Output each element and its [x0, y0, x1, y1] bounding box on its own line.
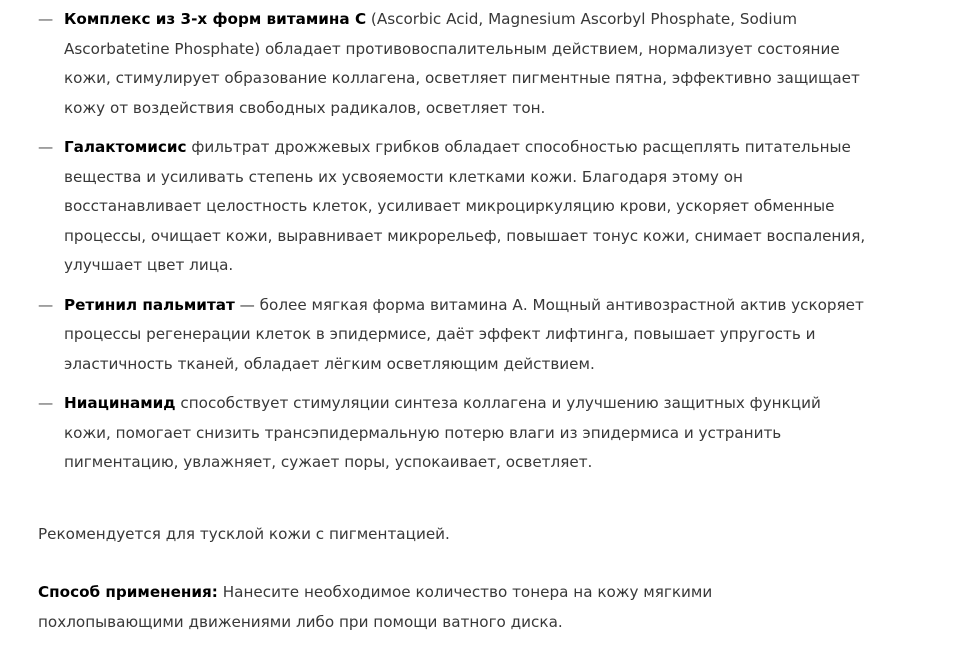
- ingredient-item: [38, 291, 870, 380]
- ingredient-item: [38, 133, 870, 281]
- list-dash: —: [38, 295, 54, 314]
- recommendation-text: Рекомендуется для тусклой кожи с пигментацией.: [38, 525, 450, 543]
- ingredient-item: [38, 389, 870, 478]
- ingredient-name: Комплекс из 3-х форм витамина С: [64, 10, 367, 28]
- ingredient-item: [38, 5, 870, 123]
- ingredient-name: Галактомисис: [64, 138, 187, 156]
- usage-label: Способ применения:: [38, 583, 218, 601]
- ingredient-list: [38, 5, 870, 478]
- ingredient-text: — более мягкая форма витамина А. Мощный антивозрастной актив ускоряет процессы регенерации клеток в эпидермисе, даёт эффект лифтинга, повышает упругость и эластичность тканей, обладает лёгким осветляющим действием.: [64, 295, 864, 373]
- list-dash: —: [38, 394, 54, 412]
- list-dash: —: [38, 10, 54, 28]
- ingredient-name: Ниацинамид: [64, 394, 176, 412]
- ingredient-name: Ретинил пальмитат: [64, 295, 235, 314]
- usage-text: Нанесите необходимое количество тонера на кожу мягкими похлопывающими движениями либо при помощи ватного диска.: [38, 583, 713, 631]
- ingredient-text: способствует стимуляции синтеза коллагена и улучшению защитных функций кожи, помогает снизить трансэпидермальную потерю влаги из эпидермиса и устранить пигментацию, увлажняет, сужает поры, успокаивает, осветляет.: [64, 394, 821, 471]
- ingredient-text: (Ascorbic Acid, Magnesium Ascorbyl Phosphate, Sodium Ascorbatetine Phosphate) обладает противовоспалительным действием, нормализует состояние кожи, стимулирует образование коллагена, осветляет пигментные пятна, эффективно защищает кожу от воздействия свободных радикалов, осветляет тон.: [64, 10, 860, 117]
- usage-instructions: [38, 578, 758, 637]
- list-dash: —: [38, 138, 54, 156]
- ingredient-text: фильтрат дрожжевых грибков обладает способностью расщеплять питательные вещества и усиливать степень их усвояемости клетками кожи. Благодаря этому он восстанавливает целостность клеток, усиливает микроциркуляцию крови, ускоряет обменные процессы, очищает кожи, выравнивает микрорельеф, повышает тонус кожи, снимает воспаления, улучшает цвет лица.: [64, 138, 866, 274]
